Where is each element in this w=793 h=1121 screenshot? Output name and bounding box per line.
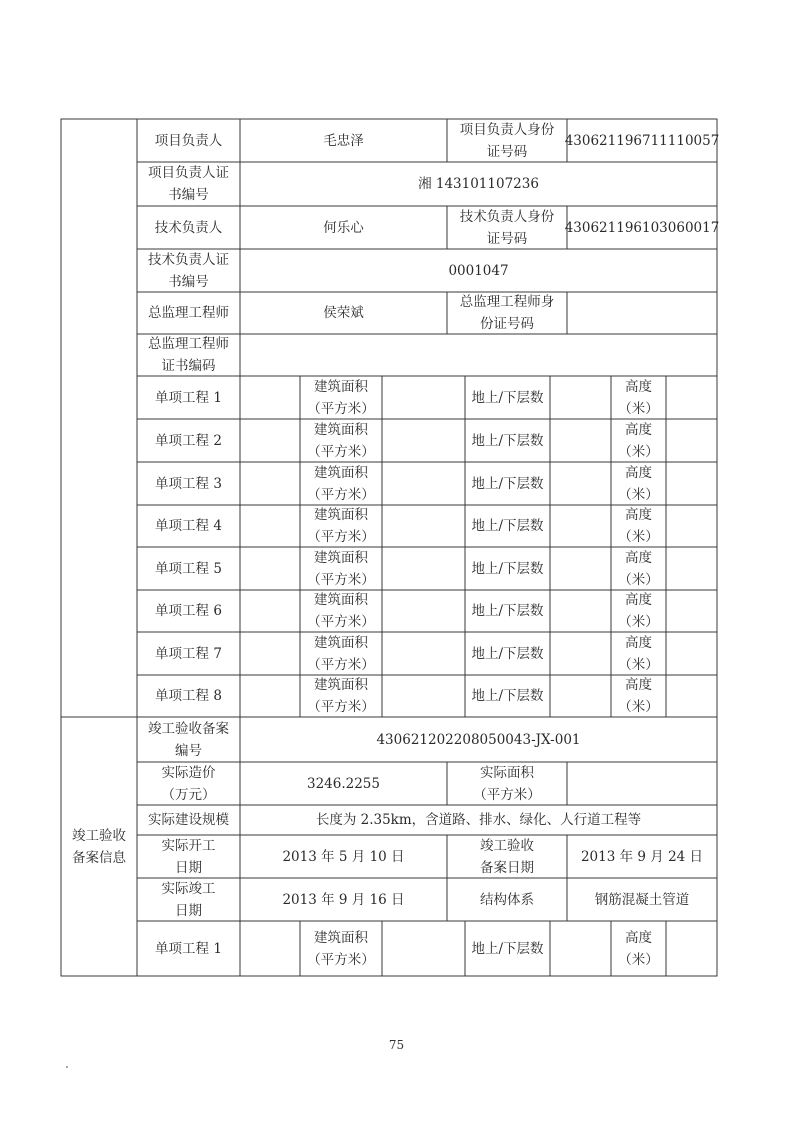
supervisor-cert-label: 总监理工程师 证书编码 xyxy=(148,336,229,374)
subproject-area-label: 建筑面积 （平方米） xyxy=(307,677,375,715)
supervisor-label: 总监理工程师 xyxy=(148,305,229,321)
tech-id-label: 技术负责人身份 证号码 xyxy=(459,208,555,247)
subproject-area-label: 建筑面积 （平方米） xyxy=(307,507,375,545)
subproject-floors-label: 地上/下层数 xyxy=(471,475,544,492)
acceptance-section-label: 竣工验收 备案信息 xyxy=(72,827,126,866)
subproject-height-label: 高度 （米） xyxy=(618,421,659,460)
subproject-area-label: 建筑面积 （平方米） xyxy=(307,378,375,417)
subproject-height-label: 高度 （米） xyxy=(618,677,659,715)
record-no-value: 43062120220805004​3-JX-001 xyxy=(376,731,581,748)
acceptance-subproject-name: 单项工程 1 xyxy=(155,940,222,957)
pm-label: 项目负责人 xyxy=(154,132,223,149)
pm-cert-label: 项目负责人证 书编号 xyxy=(148,165,229,203)
acceptance-subproject-area-label: 建筑面积 （平方米） xyxy=(307,929,375,968)
scale-value: 长度为 2.35km，含道路、排水、绿化、人行道工程等 xyxy=(315,812,642,828)
structure-value: 钢筋混凝土管道 xyxy=(594,891,690,908)
subproject-name: 单项工程 2 xyxy=(155,432,222,449)
subproject-floors-label: 地上/下层数 xyxy=(471,389,544,406)
supervisor-cert-number xyxy=(240,334,717,376)
subproject-floors-label: 地上/下层数 xyxy=(471,432,544,449)
subproject-floors-label: 地上/下层数 xyxy=(471,688,544,704)
tech-cert-number: 0001047 xyxy=(448,262,509,279)
subproject-area-label: 建筑面积 （平方米） xyxy=(307,549,375,588)
finish-date-value: 2013 年 9 月 16 日 xyxy=(282,891,405,908)
start-date-value: 2013 年 5 月 10 日 xyxy=(282,848,405,865)
record-no-label: 竣工验收备案 编号 xyxy=(148,720,229,759)
structure-label: 结构体系 xyxy=(480,891,534,908)
subproject-height-label: 高度 （米） xyxy=(618,464,659,503)
subproject-height-label: 高度 （米） xyxy=(618,378,659,417)
start-date-label: 实际开工 日期 xyxy=(161,837,216,876)
subproject-name: 单项工程 7 xyxy=(155,645,222,662)
pm-cert-number: 湘 143101107236 xyxy=(418,176,539,192)
subproject-name: 单项工程 6 xyxy=(155,603,222,619)
subproject-height-label: 高度 （米） xyxy=(618,507,659,545)
page-number: 75 xyxy=(388,1038,405,1052)
pm-id-number: 430621196711110057 xyxy=(564,132,720,149)
filing-date-value: 2013 年 9 月 24 日 xyxy=(580,848,704,865)
scale-label: 实际建设规模 xyxy=(148,812,229,828)
supervisor-id-label: 总监理工程师身 份证号码 xyxy=(459,294,555,332)
pm-name: 毛忠泽 xyxy=(323,132,364,149)
subproject-floors-label: 地上/下层数 xyxy=(471,560,544,577)
subproject-name: 单项工程 8 xyxy=(155,688,222,704)
acceptance-subproject-floors-label: 地上/下层数 xyxy=(471,940,544,957)
cost-label: 实际造价 （万元） xyxy=(161,764,216,803)
acceptance-subproject-height-label: 高度 （米） xyxy=(618,929,659,968)
pm-id-label: 项目负责人身份 证号码 xyxy=(459,121,555,160)
cost-value: 3246.2255 xyxy=(306,775,380,792)
finish-date-label: 实际竣工 日期 xyxy=(161,880,216,919)
subproject-area-label: 建筑面积 （平方米） xyxy=(307,592,375,630)
subproject-area-label: 建筑面积 （平方米） xyxy=(307,421,375,460)
actual-area-value xyxy=(567,762,717,805)
tech-cert-label: 技术负责人证 书编号 xyxy=(148,251,229,290)
subproject-height-label: 高度 （米） xyxy=(618,592,659,630)
subproject-name: 单项工程 5 xyxy=(155,560,222,577)
filing-date-label: 竣工验收 备案日期 xyxy=(480,837,534,876)
subproject-floors-label: 地上/下层数 xyxy=(471,518,544,534)
supervisor-name: 侯荣斌 xyxy=(323,305,364,321)
tech-id-number: 430621196103060017 xyxy=(564,219,720,236)
subproject-name: 单项工程 4 xyxy=(155,518,222,534)
subproject-height-label: 高度 （米） xyxy=(618,634,659,673)
subproject-name: 单项工程 3 xyxy=(155,475,222,492)
scan-speck xyxy=(66,1066,68,1068)
tech-name: 何乐心 xyxy=(323,219,364,236)
subproject-height-label: 高度 （米） xyxy=(618,549,659,588)
subproject-area-label: 建筑面积 （平方米） xyxy=(307,464,375,503)
tech-label: 技术负责人 xyxy=(154,219,223,236)
supervisor-id-number xyxy=(567,292,717,334)
subproject-floors-label: 地上/下层数 xyxy=(471,603,544,619)
subproject-name: 单项工程 1 xyxy=(155,389,222,406)
actual-area-label: 实际面积 （平方米） xyxy=(473,764,541,803)
subproject-floors-label: 地上/下层数 xyxy=(471,645,544,662)
subproject-area-label: 建筑面积 （平方米） xyxy=(307,634,375,673)
